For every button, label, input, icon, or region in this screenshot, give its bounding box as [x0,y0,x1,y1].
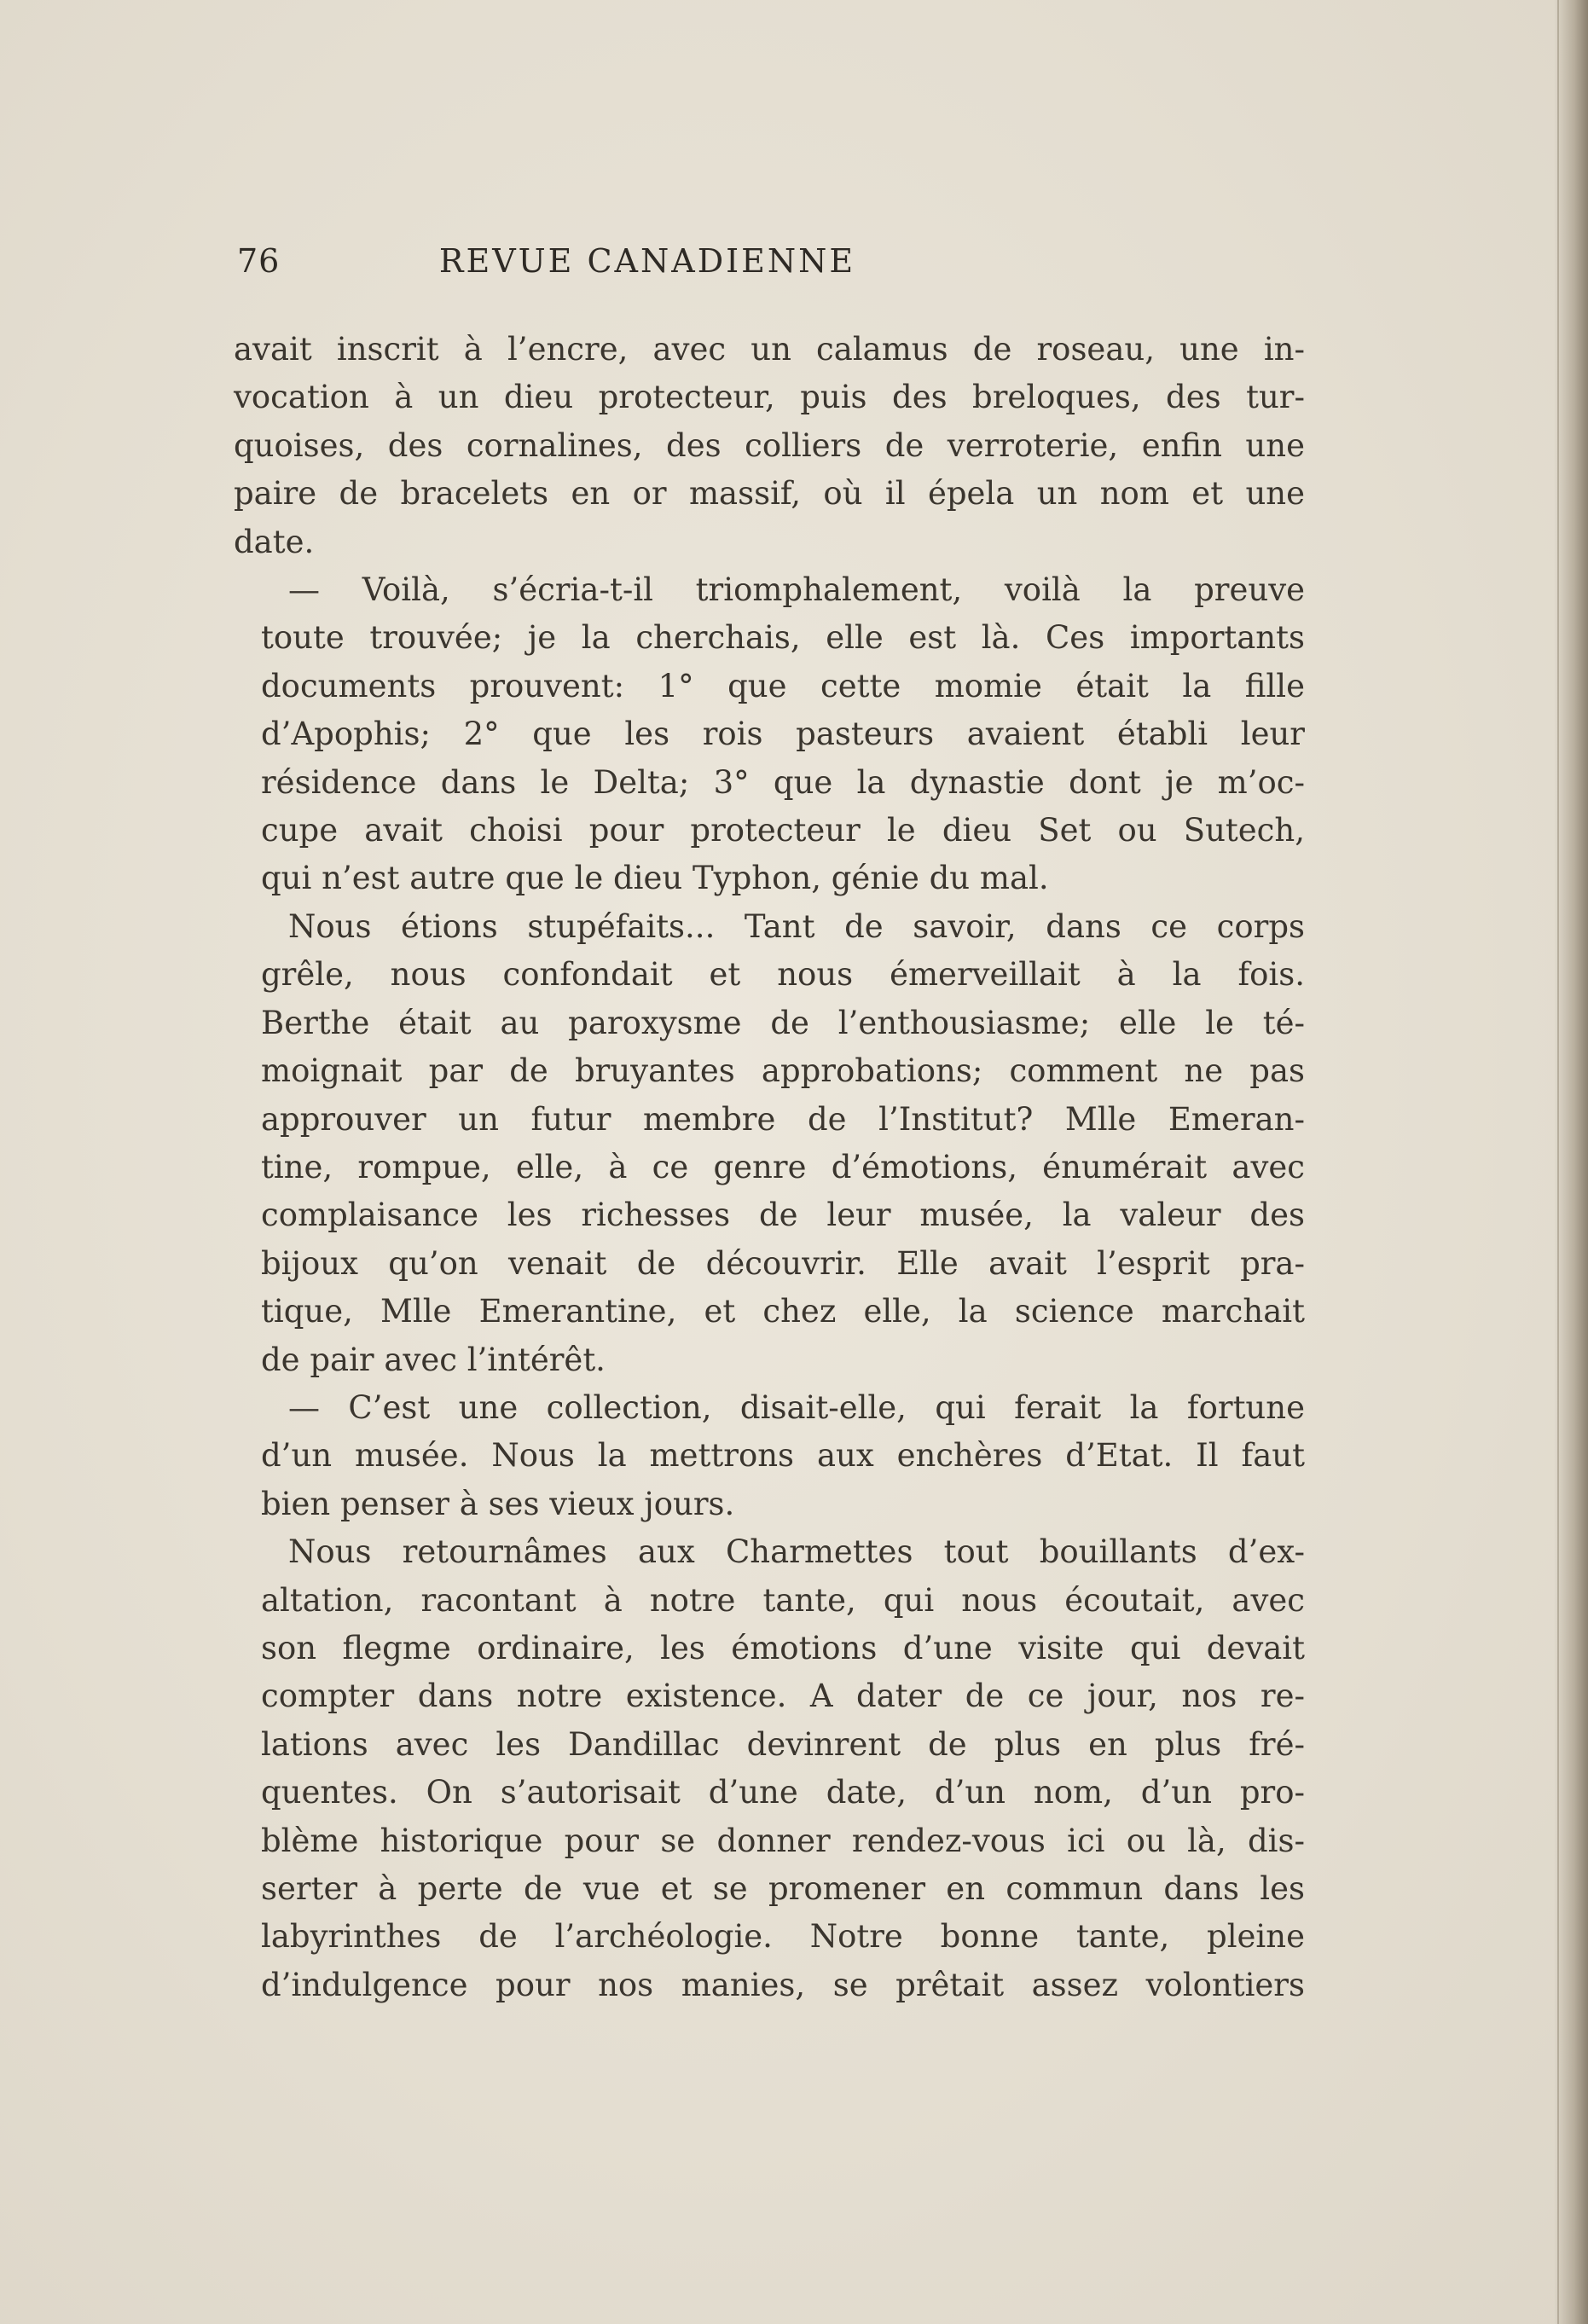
text-line: compter dans notre existence. A dater de ce jour, nos re- [261,1678,1305,1715]
paragraph [234,1528,1305,2009]
text-line: quentes. On s’autorisait d’une date, d’un nom, d’un pro- [261,1774,1305,1811]
text-line: — C’est une collection, disait-elle, qui ferait la fortune [288,1388,1305,1426]
page-number: 76 [237,242,281,280]
text-line: d’indulgence pour nos manies, se prêtait assez volontiers [261,1966,1305,2003]
text-line: approuver un futur membre de l’Institut? Mlle Emeran- [261,1100,1305,1138]
paragraph [234,903,1305,1384]
text-line: serter à perte de vue et se promener en commun dans les [261,1870,1305,1907]
text-line: tine, rompue, elle, à ce genre d’émotions, énumérait avec [261,1148,1305,1185]
body-text [234,326,1305,2009]
text-line: paire de bracelets en or massif, où il épela un nom et une [234,475,1305,513]
paragraph [234,1384,1305,1528]
text-line: d’Apophis; 2° que les rois pasteurs avaient établi leur [261,716,1305,753]
text-line: grêle, nous confondait et nous émerveillait à la fois. [261,956,1305,994]
text-line: lations avec les Dandillac devinrent de plus en plus fré- [261,1725,1305,1763]
text-line: altation, racontant à notre tante, qui nous écoutait, avec [261,1581,1305,1619]
text-line: Nous retournâmes aux Charmettes tout bouillants d’ex- [288,1533,1305,1571]
text-line: bijoux qu’on venait de découvrir. Elle avait l’esprit pra- [261,1244,1305,1282]
text-line: quoises, des cornalines, des colliers de verroterie, enfin une [234,426,1305,464]
text-line: résidence dans le Delta; 3° que la dynastie dont je m’oc- [261,763,1305,801]
text-line: de pair avec l’intérêt. [261,1341,606,1378]
text-line: son flegme ordinaire, les émotions d’une visite qui devait [261,1629,1305,1666]
text-line: Berthe était au paroxysme de l’enthousiasme; elle le té- [261,1004,1305,1041]
text-line: Nous étions stupéfaits... Tant de savoir, dans ce corps [288,907,1305,945]
text-line: avait inscrit à l’encre, avec un calamus de roseau, une in- [234,331,1305,368]
running-head: REVUE CANADIENNE [438,242,856,280]
text-line: qui n’est autre que le dieu Typhon, génie du mal. [261,860,1049,897]
text-line: date. [234,523,315,560]
text-line: tique, Mlle Emerantine, et chez elle, la science marchait [261,1293,1305,1330]
text-line: blème historique pour se donner rendez-vous ici ou là, dis- [261,1822,1305,1859]
text-line: cupe avait choisi pour protecteur le dieu Set ou Sutech, [261,812,1305,849]
text-line: moignait par de bruyantes approbations; comment ne pas [261,1052,1305,1090]
page-header [237,242,1006,293]
text-line: complaisance les richesses de leur musée, la valeur des [261,1197,1305,1234]
text-line: bien penser à ses vieux jours. [261,1485,735,1522]
text-line: documents prouvent: 1° que cette momie était la fille [261,667,1305,704]
paragraph [234,326,1305,566]
text-line: — Voilà, s’écria-t-il triomphalement, voilà la preuve [288,571,1305,609]
text-line: d’un musée. Nous la mettrons aux enchères d’Etat. Il faut [261,1437,1305,1475]
text-line: toute trouvée; je la cherchais, elle est là. Ces importants [261,619,1305,657]
page-edge-shadow [1554,0,1588,2324]
text-line: labyrinthes de l’archéologie. Notre bonne tante, pleine [261,1918,1305,1956]
text-line: vocation à un dieu protecteur, puis des breloques, des tur- [234,379,1305,416]
page-edge-line [1557,0,1559,2324]
paragraph [234,566,1305,903]
